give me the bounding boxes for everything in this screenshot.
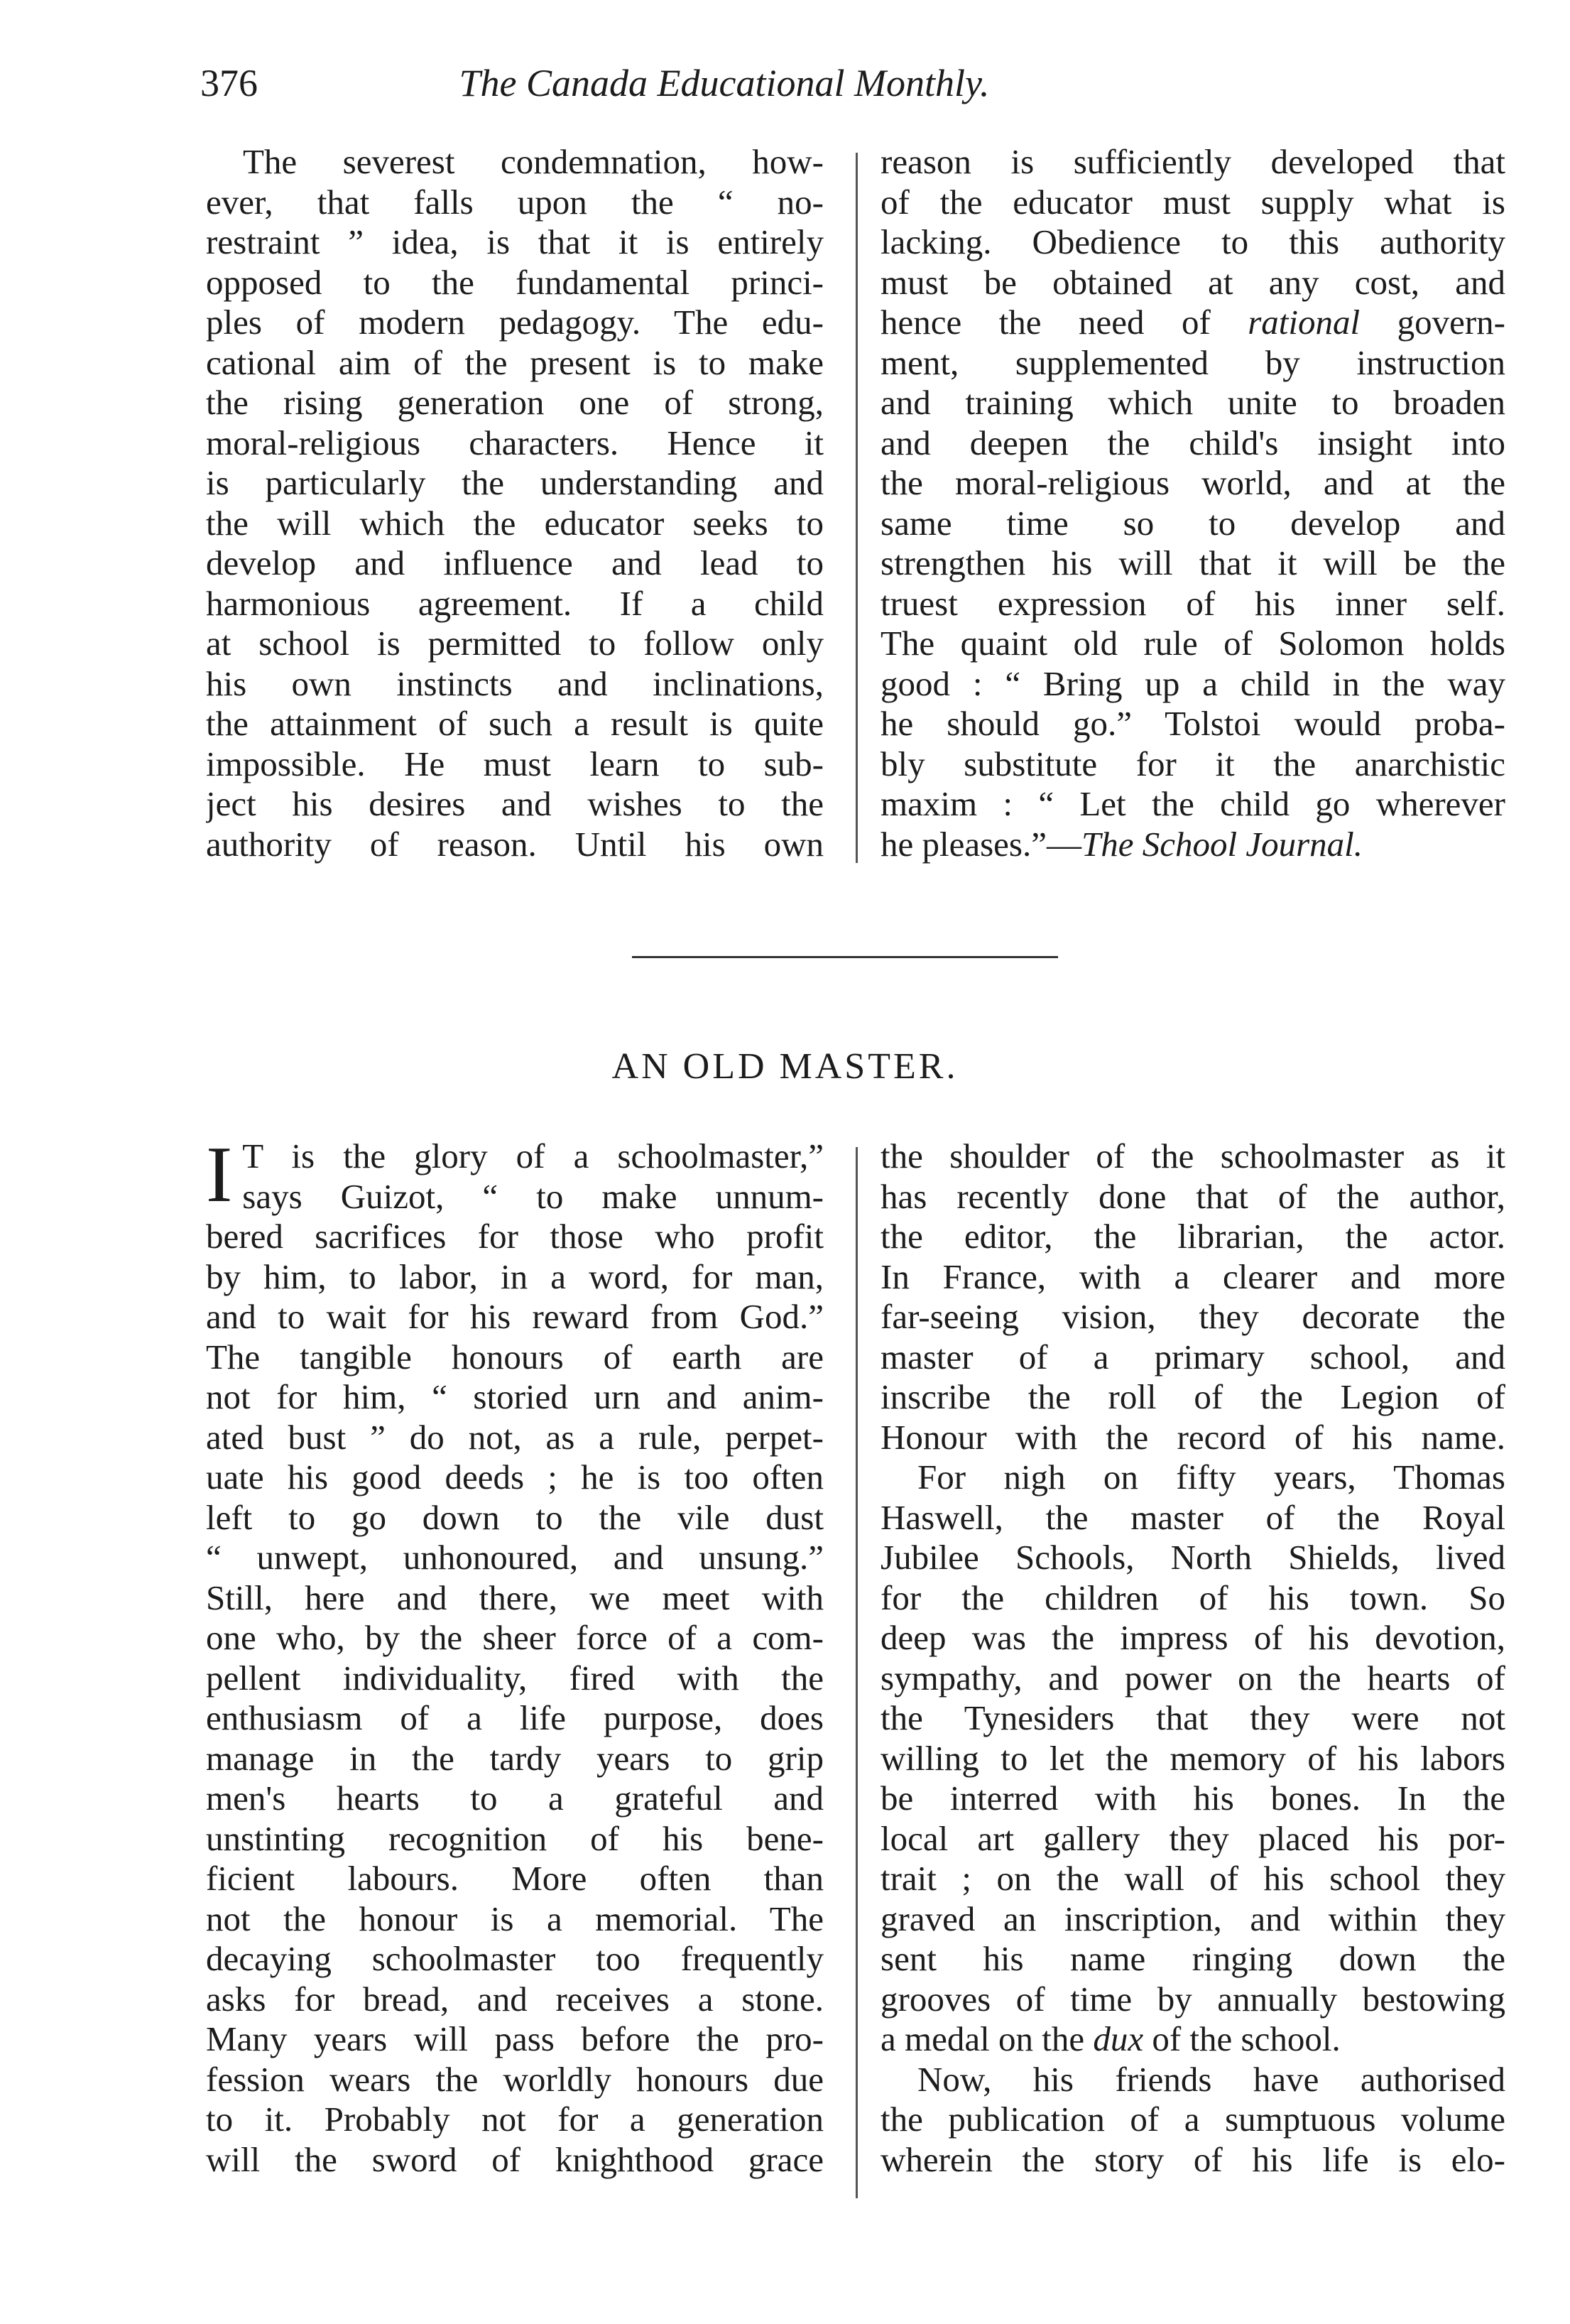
article1-right-column xyxy=(881,142,1505,864)
text-line: opposed to the fundamental princi- xyxy=(206,262,824,302)
text-line: master of a primary school, and xyxy=(881,1337,1505,1377)
text-line: will the sword of knighthood grace xyxy=(206,2139,824,2179)
running-title: The Canada Educational Monthly. xyxy=(459,62,990,104)
text-line: he should go.” Tolstoi would proba- xyxy=(881,704,1505,743)
text-line: unstinting recognition of his bene- xyxy=(206,1818,824,1858)
text-line: the moral-religious world, and at the xyxy=(881,463,1505,502)
text-line: must be obtained at any cost, and xyxy=(881,262,1505,302)
text-line: left to go down to the vile dust xyxy=(206,1497,824,1537)
text-line: develop and influence and lead to xyxy=(206,543,824,582)
text-line: bly substitute for it the anarchistic xyxy=(881,744,1505,783)
text-line: says Guizot, “ to make unnum- xyxy=(242,1176,824,1216)
text-line: The tangible honours of earth are xyxy=(206,1337,824,1377)
text-line: ment, supplemented by instruction xyxy=(881,342,1505,382)
text-line: strengthen his will that it will be the xyxy=(881,543,1505,582)
text-fragment: of the school. xyxy=(1143,2019,1341,2058)
column-rule xyxy=(856,1147,858,2198)
text-line: sympathy, and power on the hearts of xyxy=(881,1658,1505,1698)
text-line: hence the need of rational govern- xyxy=(881,303,1505,342)
text-line: to it. Probably not for a generation xyxy=(206,2100,824,2139)
text-line: deep was the impress of his devotion, xyxy=(881,1618,1505,1657)
text-line: same time so to develop and xyxy=(881,503,1505,543)
text-line: maxim : “ Let the child go wherever xyxy=(881,784,1505,823)
text-line: reason is sufficiently developed that xyxy=(881,142,1505,181)
text-line: lacking. Obedience to this authority xyxy=(881,222,1505,261)
text-line: Now, his friends have authorised xyxy=(917,2059,1505,2099)
text-line: of the educator must supply what is xyxy=(881,182,1505,222)
text-line: truest expression of his inner self. xyxy=(881,583,1505,623)
text-line: In France, with a clearer and more xyxy=(881,1256,1505,1296)
text-line: and deepen the child's insight into xyxy=(881,423,1505,462)
text-line: graved an inscription, and within they xyxy=(881,1899,1505,1938)
text-line: one who, by the sheer force of a com- xyxy=(206,1618,824,1657)
text-line: the attainment of such a result is quite xyxy=(206,704,824,743)
text-line: Still, here and there, we meet with xyxy=(206,1578,824,1617)
text-line: the Tynesiders that they were not xyxy=(881,1698,1505,1737)
text-line: The severest condemnation, how- xyxy=(243,142,824,181)
text-line: ficient labours. More often than xyxy=(206,1859,824,1898)
text-line: ever, that falls upon the “ no- xyxy=(206,182,824,222)
text-line: inscribe the roll of the Legion of xyxy=(881,1377,1505,1416)
text-line: Jubilee Schools, North Shields, lived xyxy=(881,1538,1505,1577)
article1-left-column xyxy=(206,142,824,864)
article-title: AN OLD MASTER. xyxy=(611,1046,959,1087)
source-line xyxy=(881,825,1505,865)
source-prefix: he pleases.”— xyxy=(881,824,1081,864)
text-line: manage in the tardy years to grip xyxy=(206,1738,824,1778)
page-header xyxy=(192,61,1200,118)
section-separator xyxy=(632,956,1058,958)
text-line: far-seeing vision, they decorate the xyxy=(881,1297,1505,1336)
text-line: willing to let the memory of his labors xyxy=(881,1738,1505,1778)
text-line: cational aim of the present is to make xyxy=(206,342,824,382)
article2-left-column xyxy=(206,1131,824,2180)
text-line: by him, to labor, in a word, for man, xyxy=(206,1256,824,1296)
text-line: Many years will pass before the pro- xyxy=(206,2019,824,2058)
text-line: not for him, “ storied urn and anim- xyxy=(206,1377,824,1416)
text-line: Honour with the record of his name. xyxy=(881,1417,1505,1457)
text-line: and to wait for his reward from God.” xyxy=(206,1297,824,1336)
text-line: grooves of time by annually bestowing xyxy=(881,1979,1505,2019)
text-line: is particularly the understanding and xyxy=(206,463,824,502)
source-citation: The School Journal. xyxy=(1081,824,1363,864)
text-line: wherein the story of his life is elo- xyxy=(881,2139,1505,2179)
text-line: not the honour is a memorial. The xyxy=(206,1899,824,1938)
text-line: sent his name ringing down the xyxy=(881,1939,1505,1978)
text-line: for the children of his town. So xyxy=(881,1578,1505,1617)
text-line: has recently done that of the author, xyxy=(881,1176,1505,1216)
text-line: decaying schoolmaster too frequently xyxy=(206,1939,824,1978)
text-line: at school is permitted to follow only xyxy=(206,624,824,663)
text-line: bered sacrifices for those who profit xyxy=(206,1217,824,1256)
text-line: the editor, the librarian, the actor. xyxy=(881,1217,1505,1256)
text-line: fession wears the worldly honours due xyxy=(206,2059,824,2099)
text-line: local art gallery they placed his por- xyxy=(881,1818,1505,1858)
text-line: pellent individuality, fired with the xyxy=(206,1658,824,1698)
drop-cap: I xyxy=(206,1131,233,1219)
text-line: the publication of a sumptuous volume xyxy=(881,2100,1505,2139)
article2-right-column xyxy=(881,1136,1505,2180)
text-line: be interred with his bones. In the xyxy=(881,1779,1505,1818)
text-line: good : “ Bring up a child in the way xyxy=(881,663,1505,703)
page-number: 376 xyxy=(200,62,258,104)
text-line: the rising generation one of strong, xyxy=(206,383,824,422)
text-line: his own instincts and inclinations, xyxy=(206,663,824,703)
text-line: The quaint old rule of Solomon holds xyxy=(881,624,1505,663)
text-line: ated bust ” do not, as a rule, perpet- xyxy=(206,1417,824,1457)
text-line: restraint ” idea, is that it is entirely xyxy=(206,222,824,261)
text-line: the will which the educator seeks to xyxy=(206,503,824,543)
text-line: harmonious agreement. If a child xyxy=(206,583,824,623)
text-line: authority of reason. Until his own xyxy=(206,824,824,864)
text-line: asks for bread, and receives a stone. xyxy=(206,1979,824,2019)
column-rule xyxy=(856,153,858,863)
text-line: “ unwept, unhonoured, and unsung.” xyxy=(206,1538,824,1577)
text-fragment: a medal on the xyxy=(881,2019,1094,2058)
text-line: men's hearts to a grateful and xyxy=(206,1779,824,1818)
text-line: uate his good deeds ; he is too often xyxy=(206,1457,824,1497)
text-line xyxy=(881,2019,1505,2060)
text-line: Haswell, the master of the Royal xyxy=(881,1497,1505,1537)
text-line: and training which unite to broaden xyxy=(881,383,1505,422)
text-line: T is the glory of a schoolmaster,” xyxy=(242,1136,824,1175)
text-line: enthusiasm of a life purpose, does xyxy=(206,1698,824,1737)
text-line: ject his desires and wishes to the xyxy=(206,784,824,823)
text-line: impossible. He must learn to sub- xyxy=(206,744,824,783)
text-line: trait ; on the wall of his school they xyxy=(881,1859,1505,1898)
text-line: For nigh on fifty years, Thomas xyxy=(917,1457,1505,1497)
text-line: the shoulder of the schoolmaster as it xyxy=(881,1136,1505,1175)
text-line: ples of modern pedagogy. The edu- xyxy=(206,303,824,342)
emphasis: dux xyxy=(1093,2019,1144,2058)
text-line: moral-religious characters. Hence it xyxy=(206,423,824,462)
